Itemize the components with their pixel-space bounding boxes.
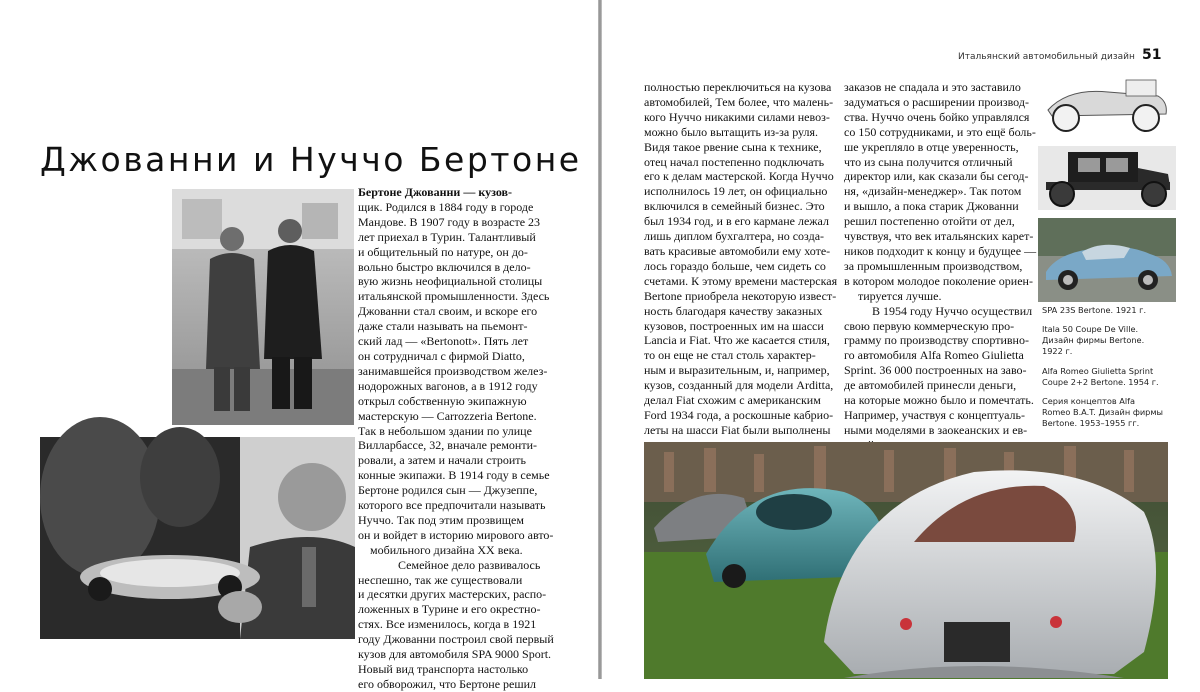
text-line: Bertone приобрела некоторую извест-	[644, 288, 837, 303]
text-line: Бертоне Джованни — кузов-	[358, 185, 513, 199]
text-line: кого Нуччо никакими силами невоз-	[644, 109, 830, 124]
caption-line: Alfa Romeo Giulietta Sprint	[1042, 366, 1154, 376]
text-line: щик. Родился в 1884 году в городе	[358, 199, 534, 214]
text-line: ства. Нуччо очень бойко управлялся	[844, 109, 1030, 124]
text-line: Мандове. В 1907 году в возрасте 23	[358, 214, 541, 229]
caption-line: SPA 23S Bertone. 1921 г.	[1042, 305, 1147, 315]
text-line: Ford 1934 года, а роскошные кабрио-	[644, 407, 834, 422]
text-line: решил постепенно отойти от дел,	[844, 214, 1015, 229]
article-column-left	[358, 185, 553, 692]
page-number: 51	[1142, 47, 1162, 63]
text-line: ложенных в Турине и его окрестно-	[358, 602, 541, 617]
text-line: делал Fiat схожим с американским	[644, 393, 821, 408]
text-line: его к делам мастерской. Когда Нуччо	[644, 169, 834, 184]
text-line: Так в небольшом здании по улице	[358, 423, 532, 438]
text-line: его обворожил, что Бертоне решил	[358, 676, 537, 691]
text-line: чувствуя, что век итальянских карет-	[844, 229, 1034, 244]
text-line: вать красивые автомобили ему хоте-	[644, 243, 831, 258]
text-line: заказов не спадала и это заставило	[844, 80, 1021, 94]
text-line: де автомобилей принесли деньги,	[844, 378, 1017, 393]
caption-spa-23s	[1042, 305, 1192, 316]
caption-line: Серия концептов Alfa	[1042, 396, 1136, 406]
text-line: которого все предпочитали называть	[358, 498, 546, 513]
text-line: он и войдет в историю мирового авто-	[358, 527, 554, 542]
text-line: неспешно, так же существовали	[358, 572, 523, 587]
text-line: мобильного дизайна XX века.	[370, 542, 523, 557]
text-line: он сотрудничал с фирмой Diatto,	[358, 348, 525, 363]
text-line: со 150 сотрудниками, и это ещё боль-	[844, 124, 1036, 139]
text-line: ровали, а затем и начали строить	[358, 453, 527, 468]
text-line: открыл собственную экипажную	[358, 393, 527, 408]
text-line: на которые можно было и помечтать.	[844, 393, 1034, 408]
text-line: занимавшейся производством желез-	[358, 363, 548, 378]
text-line: за промышленным производством,	[844, 258, 1023, 273]
article-title: Джованни и Нуччо Бертоне	[40, 140, 582, 179]
text-line: ность благодаря качеству заказных	[644, 303, 823, 318]
text-line: и вышло, а пока старик Джованни	[844, 199, 1019, 214]
text-line: включился в семейный бизнес. Это	[644, 199, 825, 214]
photo-bat-concepts	[644, 442, 1168, 679]
photo-man-with-model	[40, 437, 355, 639]
text-line: ше укрепляло в отце уверенность,	[844, 139, 1019, 154]
text-line: Вилларбассе, 32, вначале ремонти-	[358, 438, 538, 453]
article-column-right-1	[644, 80, 838, 468]
text-line: лет приехал в Турин. Талантливый	[358, 229, 536, 244]
caption-line: Romeo B.A.T. Дизайн фирмы	[1042, 407, 1163, 418]
photo-itala-50	[1038, 146, 1176, 210]
text-line: полностью переключиться на кузова	[644, 80, 832, 94]
caption-line: Coupe 2+2 Bertone. 1954 г.	[1042, 377, 1159, 388]
text-line: задуматься о расширении производ-	[844, 94, 1029, 109]
text-line: конные экипажи. В 1914 году в семье	[358, 468, 550, 483]
text-line: Джованни стал своим, и вскоре его	[358, 304, 538, 319]
text-line: исполнилось 19 лет, он официально	[644, 184, 828, 199]
text-line: В 1954 году Нуччо осуществил	[872, 303, 1033, 318]
text-line: Например, участвуя с концептуаль-	[844, 407, 1025, 422]
text-line: можно было вытащить из-за руля.	[644, 124, 819, 139]
text-line: лось гораздо больше, чем сидеть со	[644, 258, 826, 273]
caption-itala-50	[1042, 324, 1192, 358]
text-line: Семейное дело развивалось	[398, 557, 541, 572]
text-line: леты на шасси Fiat были выполнены	[644, 422, 831, 437]
caption-line: Itala 50 Coupe De Ville.	[1042, 324, 1139, 334]
text-line: директор или, как сказали бы сегод-	[844, 169, 1029, 184]
text-line: Sprint. 36 000 построенных на заво-	[844, 363, 1027, 378]
text-line: автомобилей, Тем более, что малень-	[644, 94, 834, 109]
caption-line: Дизайн фирмы Bertone.	[1042, 335, 1145, 346]
text-line: тируется лучше.	[858, 288, 942, 303]
text-line: кузов, созданный для модели Arditta,	[644, 378, 834, 393]
text-line: мастерскую — Carrozzeria Bertone.	[358, 408, 537, 423]
photo-spa-23s	[1038, 70, 1176, 140]
text-line: что из сына получится отличный	[844, 154, 1013, 169]
caption-line: 1922 г.	[1042, 346, 1073, 357]
text-line: году Джованни построил свой первый	[358, 632, 554, 647]
caption-giulietta	[1042, 366, 1192, 388]
text-line: Бертоне родился сын — Джузеппе,	[358, 483, 538, 498]
text-line: итальянской промышленности. Здесь	[358, 289, 550, 304]
text-line: ня, «дизайн-менеджер». Так потом	[844, 184, 1022, 199]
text-line: Нуччо. Так под этим прозвищем	[358, 512, 524, 527]
caption-bat-concepts	[1042, 396, 1192, 430]
text-line: был 1934 год, и в его кармане лежал	[644, 214, 829, 229]
text-line: свою первую коммерческую про-	[844, 318, 1015, 333]
text-line: нодорожных вагонов, а в 1912 году	[358, 378, 538, 393]
text-line: Lancia и Fiat. Что же касается стиля,	[644, 333, 830, 348]
text-line: и общительный по натуре, он до-	[358, 244, 528, 259]
text-line: го автомобиля Alfa Romeo Giulietta	[844, 348, 1024, 363]
caption-line: Bertone. 1953–1955 гг.	[1042, 418, 1140, 429]
text-line: ными моделями в заокеанских и ев-	[844, 422, 1028, 437]
photo-two-men	[172, 189, 354, 425]
text-line: счетами. К этому времени мастерская	[644, 273, 838, 288]
text-line: Видя такое рвение сына к технике,	[644, 139, 822, 154]
text-line: грамму по производству спортивно-	[844, 333, 1029, 348]
text-line: лишь диплом бухгалтера, но созда-	[644, 229, 825, 244]
text-line: отец начал постепенно подключать	[644, 154, 825, 169]
text-line: в котором молодое поколение ориен-	[844, 273, 1033, 288]
text-line: кузовов, построенных им на шасси	[644, 318, 824, 333]
text-line: ным и выразительным, и, например,	[644, 363, 830, 378]
text-line: даже стали называть на пьемонт-	[358, 319, 528, 334]
text-line: и десятки других мастерских, распо-	[358, 587, 547, 602]
article-column-right-2	[844, 80, 1037, 468]
right-page	[602, 0, 1200, 679]
photo-giulietta-sprint	[1038, 218, 1176, 302]
text-line: Новый вид транспорта настолько	[358, 662, 529, 676]
text-line: вольно быстро включился в дело-	[358, 259, 531, 274]
text-line: то он еще не стал столь характер-	[644, 348, 816, 363]
text-line: вую жизнь неофициальной столицы	[358, 274, 543, 289]
text-line: ников подходит к концу и будущее —	[844, 243, 1037, 258]
left-page	[0, 0, 598, 691]
running-header: Итальянский автомобильный дизайн	[958, 52, 1135, 62]
text-line: кузов для автомобиля SPA 9000 Sport.	[358, 647, 552, 662]
text-line: ский лад — «Bertonott». Пять лет	[358, 334, 529, 349]
text-line: стях. Все изменилось, когда в 1921	[358, 617, 537, 632]
